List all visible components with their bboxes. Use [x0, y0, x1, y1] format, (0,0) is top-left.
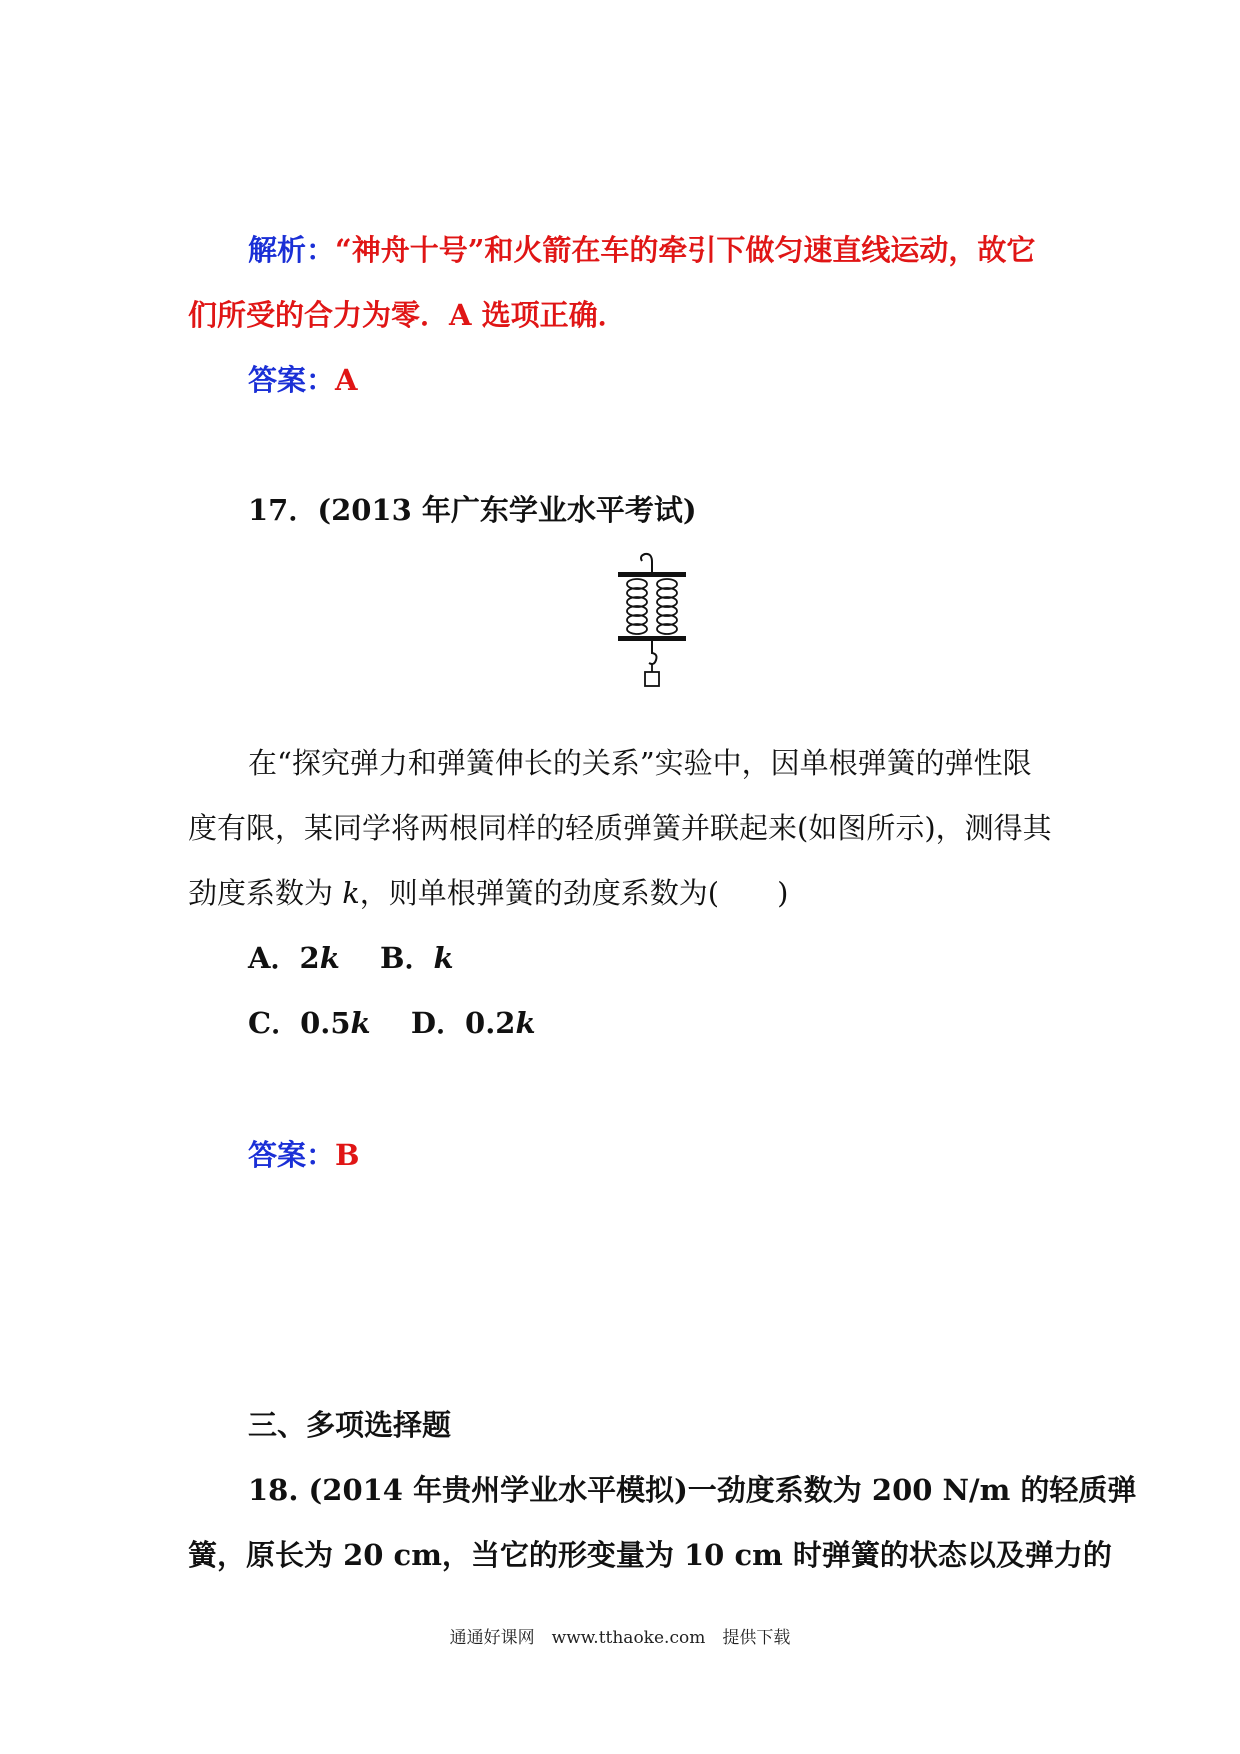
answer-label: 答案： — [248, 363, 336, 397]
option-d-var: k — [515, 1006, 536, 1040]
question-18-line-2: 簧，原长为 20 cm，当它的形变量为 10 cm 时弹簧的状态以及弹力的 — [188, 1538, 1112, 1572]
analysis-label: 解析： — [248, 233, 336, 267]
question-17-header: 17．(2013 年广东学业水平考试) — [248, 493, 697, 527]
question-17-stem-1: 在“探究弹力和弹簧伸长的关系”实验中，因单根弹簧的弹性限 — [248, 746, 1032, 780]
option-b-letter: B． — [380, 941, 434, 975]
analysis-text-1: “神舟十号”和火箭在车的牵引下做匀速直线运动，故它 — [335, 233, 1036, 267]
section-title: 三、多项选择题 — [248, 1408, 452, 1442]
question-18-line-1: 18. (2014 年贵州学业水平模拟)一劲度系数为 200 N/m 的轻质弹 — [248, 1473, 1137, 1507]
variable-k: k — [342, 876, 360, 910]
analysis-text-2: 们所受的合力为零．A 选项正确． — [188, 298, 627, 332]
answer-value: B — [335, 1138, 360, 1172]
option-a-var: k — [319, 941, 340, 975]
page-footer: 通通好课网 www.tthaoke.com 提供下载 — [449, 1628, 791, 1648]
option-d-num: 0.2 — [465, 1006, 516, 1040]
option-b-var: k — [433, 941, 454, 975]
options-row-2 — [248, 1003, 536, 1043]
top-bar — [618, 572, 686, 577]
bottom-bar — [618, 636, 686, 641]
question-17-stem-3: 劲度系数为 k，则单根弹簧的劲度系数为( ) — [188, 876, 789, 910]
options-row-1 — [248, 938, 454, 978]
option-c-letter: C． — [248, 1006, 301, 1040]
option-c-var: k — [350, 1006, 371, 1040]
bottom-hook — [649, 641, 657, 664]
option-d-letter: D． — [410, 1006, 466, 1040]
option-c-num: 0.5 — [300, 1006, 351, 1040]
answer-17 — [248, 1135, 360, 1175]
option-a-num: 2 — [299, 941, 320, 975]
top-hook — [641, 554, 652, 572]
answer-16 — [248, 360, 358, 400]
answer-label: 答案： — [248, 1138, 336, 1172]
left-spring — [627, 579, 647, 634]
hanging-weight — [645, 672, 659, 686]
parallel-springs-figure — [604, 550, 700, 720]
right-spring — [657, 579, 677, 634]
answer-value: A — [335, 363, 358, 397]
analysis-line-1 — [248, 230, 1035, 270]
option-a-letter: A． — [248, 941, 300, 975]
question-17-stem-2: 度有限，某同学将两根同样的轻质弹簧并联起来(如图所示)，测得其 — [188, 811, 1052, 845]
